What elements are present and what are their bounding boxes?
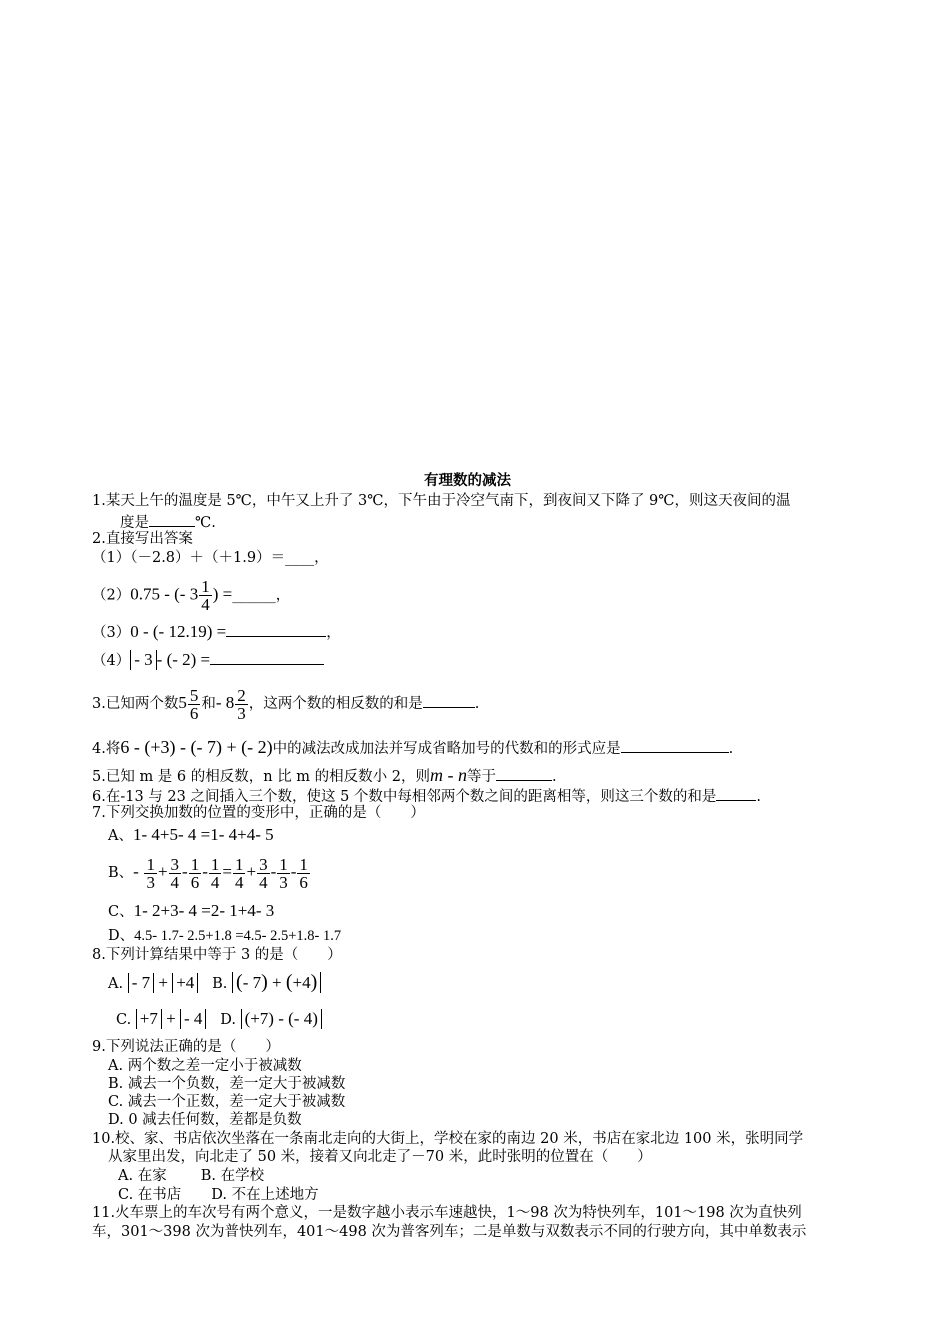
question-5-text: 等于 — [467, 769, 496, 785]
period: . — [728, 741, 734, 757]
question-7-option-a — [108, 824, 274, 847]
option-c: C. 在书店 — [118, 1187, 182, 1203]
question-10-line-2: 从家里出发，向北走了 50 米，接着又向北走了－70 米，此时张明的位置在（ ） — [108, 1149, 652, 1165]
question-4-prefix: 4.将 — [92, 741, 121, 757]
option-label: B、 — [108, 865, 134, 881]
question-3-text: ，这两个数的相反数的和是 — [248, 696, 423, 712]
option-b: B. 在学校 — [200, 1168, 265, 1184]
option-label: D、 — [108, 928, 135, 944]
mixed-number-whole: - 8 — [215, 693, 235, 712]
question-7-head: 7.下列交换加数的位置的变形中，正确的是（ ） — [92, 805, 425, 821]
answer-blank — [210, 650, 324, 665]
question-11-line-1: 11.火车票上的车次号有两个意义，一是数字越小表示车速越快，1～98 次为特快列车，101～198 次为直快列 — [92, 1205, 802, 1221]
option-label: B. — [212, 976, 228, 992]
option-label: A. — [108, 976, 124, 992]
question-4-text: 中的减法改成加法并写成省略加号的代数和的形式应是 — [272, 741, 621, 757]
fraction-denominator: 6 — [189, 703, 199, 723]
fraction — [199, 578, 212, 613]
math-expression: 4.5- 1.7- 2.5+1.8 =4.5- 2.5+1.8- 1.7 — [134, 928, 342, 944]
period: . — [756, 789, 762, 805]
question-1-line-1: 1.某天上午的温度是 5℃，中午又上升了 3℃，下午由于冷空气南下，到夜间又下降了 9℃，则这天夜间的温 — [92, 493, 791, 509]
question-5 — [92, 765, 557, 787]
question-9-option-d: D. 0 减去任何数，差都是负数 — [108, 1112, 302, 1128]
question-2-head: 2.直接写出答案 — [92, 531, 193, 547]
question-2-part-1: （1）（－2.8）＋（＋1.9）＝____， — [92, 550, 329, 566]
answer-blank — [716, 786, 756, 801]
math-expression: 0 - (- 12.19) = — [130, 622, 227, 641]
question-5-prefix: 5.已知 m 是 6 的相反数，n 比 m 的相反数小 2，则 — [92, 769, 430, 785]
question-9-option-b: B. 减去一个负数，差一定大于被减数 — [108, 1076, 346, 1092]
question-3-prefix: 3.已知两个数 — [92, 696, 179, 712]
option-label: C、 — [108, 904, 134, 920]
question-11-line-2: 车，301～398 次为普快列车，401～498 次为普客列车；二是单数与双数表示不同的行驶方向，其中单数表示 — [92, 1224, 807, 1240]
answer-blank — [423, 693, 475, 708]
absolute-value: - 3 — [130, 650, 156, 670]
question-6 — [92, 786, 761, 806]
question-9-option-c: C. 减去一个正数，差一定大于被减数 — [108, 1094, 346, 1110]
fraction-denominator: 3 — [237, 703, 246, 723]
page-title: 有理数的减法 — [424, 473, 511, 489]
question-6-text: 6.在-13 与 23 之间插入三个数，使这 5 个数中每相邻两个数之间的距离相等，则这三个数的和是 — [92, 789, 717, 805]
answer-blank — [149, 512, 195, 527]
option-label: D. — [220, 1012, 236, 1028]
fraction-numerator: 2 — [237, 685, 246, 705]
question-3 — [92, 678, 479, 729]
answer-blank-text: ______， — [232, 587, 291, 604]
period: . — [552, 769, 557, 785]
math-expression: 1- 2+3- 4 =2- 1+4- 3 — [133, 901, 275, 920]
question-2-part-2 — [92, 578, 290, 613]
question-10-options-row-2 — [118, 1186, 319, 1204]
answer-blank — [496, 766, 552, 781]
part-label: （2） — [92, 587, 131, 604]
mixed-number-whole: 5 — [178, 693, 187, 712]
question-2-part-3 — [92, 622, 341, 642]
question-7-option-d — [108, 926, 341, 946]
question-9-option-a: A. 两个数之差一定小于被减数 — [108, 1058, 302, 1074]
option-d: D. 不在上述地方 — [211, 1187, 319, 1203]
math-expression: 0.75 - (- 3 — [130, 584, 199, 604]
answer-blank — [226, 622, 326, 637]
question-1-line-2 — [120, 512, 216, 532]
math-expression: - (- 2) = — [156, 650, 211, 669]
question-10-line-1: 10.校、家、书店依次坐落在一条南北走向的大街上，学校在家的南边 20 米，书店在家北边 100 米，张明同学 — [92, 1131, 804, 1147]
fraction-numerator: 5 — [189, 685, 199, 705]
separator: ， — [326, 625, 341, 641]
question-1-unit: ℃. — [195, 515, 216, 531]
math-expression: 6 - (+3) - (- 7) + (- 2) — [120, 737, 273, 757]
conjunction: 和 — [201, 696, 216, 712]
question-9-head: 9.下列说法正确的是（ ） — [92, 1039, 280, 1055]
answer-blank — [621, 738, 729, 753]
part-label: （4） — [92, 653, 131, 669]
question-8-row-1: A. - 7 + +4 B. (- 7) + (+4) — [108, 970, 321, 997]
part-label: （3） — [92, 625, 131, 641]
question-10-options-row-1 — [118, 1167, 264, 1185]
question-4 — [92, 736, 733, 760]
question-7-option-b: B、- $\frac{1}{3}$ + $\frac{3}{4}$ - $\frac{1}{6}$ - $\frac{1}{4}$ = $\frac{1}{4}$ + $\frac{3}{4}$ - $\frac{1}{3}$ - $\frac{1}{6}$ — [108, 854, 308, 892]
question-8-row-2: C. +7 + - 4 D. (+7) - (- 4) — [116, 1006, 322, 1033]
fraction — [188, 687, 201, 722]
math-expression: m - n — [430, 765, 467, 785]
fraction-numerator: 1 — [201, 577, 210, 596]
period: . — [474, 696, 480, 712]
option-label: C. — [116, 1012, 132, 1028]
option-label: A、 — [108, 828, 133, 844]
option-a: A. 在家 — [118, 1168, 167, 1184]
math-expression: 1- 4+5- 4 =1- 4+4- 5 — [132, 825, 274, 844]
math-expression: ) = — [212, 584, 233, 604]
fraction-denominator: 4 — [201, 595, 210, 614]
question-8-head: 8.下列计算结果中等于 3 的是（ ） — [92, 947, 342, 963]
question-7-option-c — [108, 900, 274, 923]
question-2-part-4 — [92, 650, 324, 670]
fraction — [235, 687, 248, 722]
question-1-prefix: 度是 — [120, 515, 149, 531]
